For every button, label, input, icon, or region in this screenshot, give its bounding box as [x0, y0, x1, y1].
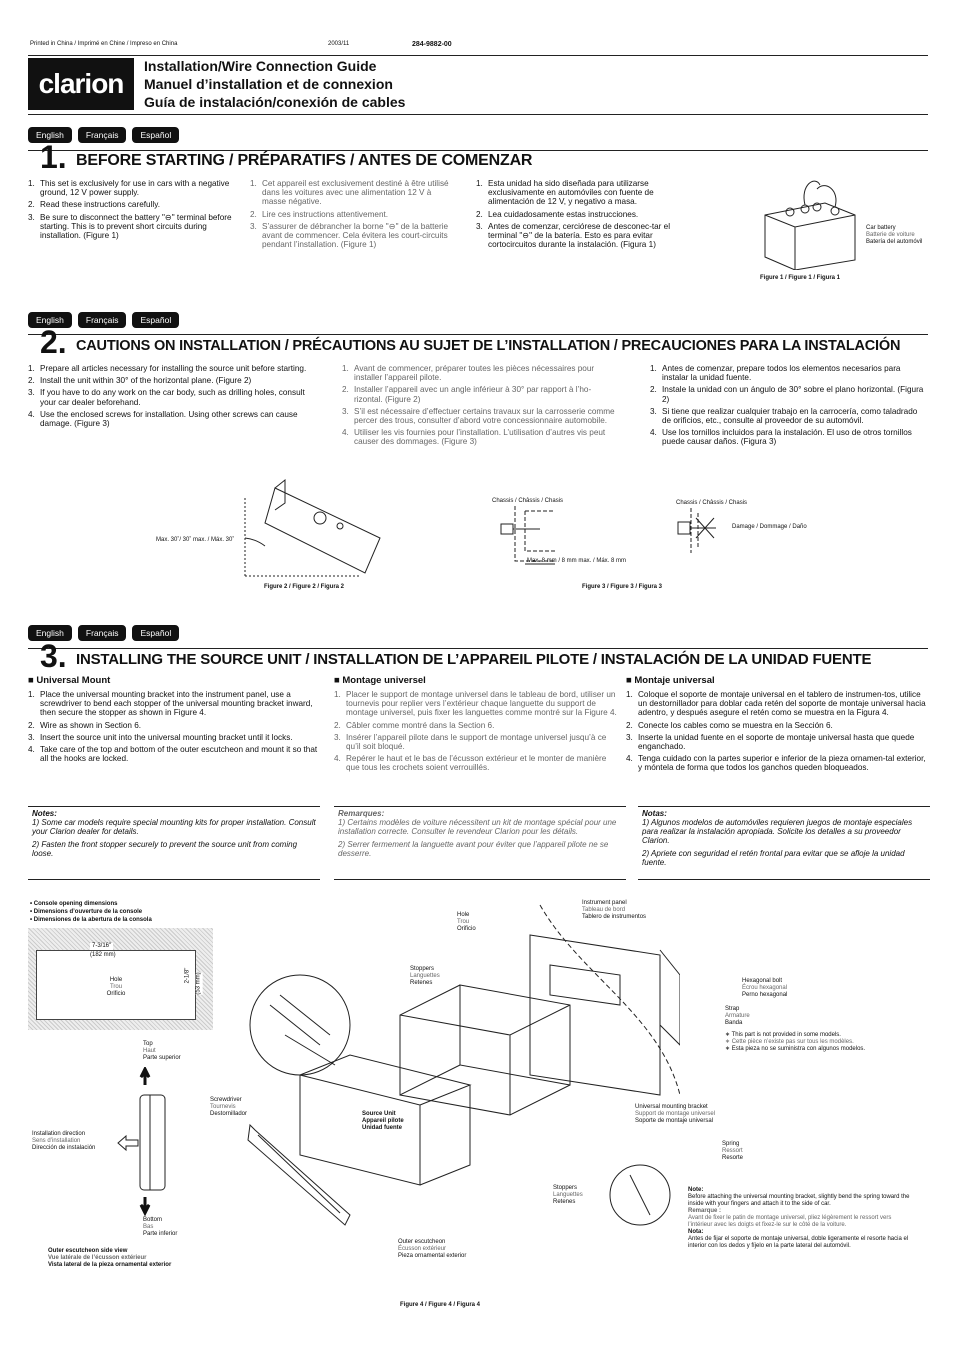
battery-illustration — [755, 175, 865, 270]
not-provided-note: ∗ This part is not provided in some models. ∗ Cette pièce n’existe pas sur tous les modèles. ∗ Esta pieza no se suministra con algunos modelos. — [725, 1032, 866, 1052]
list-item: 3. S’il est nécessaire d’effectuer certains travaux sur la carrosserie comme percer des trous, consulter d’abord votre concessionnaire automobile. — [342, 406, 615, 426]
lang-tag-french: Français — [78, 625, 127, 641]
list-item: 3. Insérer l’appareil pilote dans le support de montage universel jusqu’à ce qu’il soit bloqué. — [334, 732, 607, 752]
section-2-title: CAUTIONS ON INSTALLATION / PRÉCAUTIONS AU SUJET DE L’INSTALLATION / PRECAUCIONES PARA LA INSTALACIÓN — [76, 338, 901, 354]
strap-label: Strap Armature Banda — [725, 1006, 750, 1026]
console-opening-diagram — [28, 928, 213, 1030]
escutcheon-side-label: Outer escutcheon side view Vue latérale de l’écusson extérieur Vista lateral de la pieza ornamental exterior — [48, 1248, 172, 1268]
list-item: 1. Avant de commencer, préparer toutes les pièces nécessaires pour installer l’appareil pilote. — [342, 364, 595, 383]
list-item: 1. Coloque el soporte de montaje universal en el tablero de instrumen-tos, utilice un destornillador para doblar cada retén del soporte de montaje universal hacia adentro, y después asegure el retén como se muestra en la Figura 4. — [626, 690, 926, 718]
sec1-english-list — [28, 179, 233, 243]
figure-2-caption: Figure 2 / Figure 2 / Figura 2 — [264, 584, 345, 590]
notes-box-english: Notes: 1) Some car models require special mounting kits for proper installation. Consult your Clarion dealer for details. 2) Fasten the front stopper securely to prevent the source unit from coming loose. — [28, 806, 320, 880]
install-direction-label: Installation direction Sens d’installation Dirección de instalación — [32, 1131, 96, 1151]
lang-tag-spanish: Español — [132, 625, 179, 641]
sec1-spanish-list — [476, 179, 681, 252]
list-item: 3. Be sure to disconnect the battery "⊖" terminal before starting. This is to prevent short circuits during installation. (Figure 1) — [28, 212, 232, 241]
lang-tag-spanish: Español — [132, 127, 179, 143]
hole-label: Hole Trou Orificio — [457, 912, 476, 932]
section-1-number: 1. — [40, 139, 67, 175]
max-8mm-label: Max. 8 mm / 8 mm max. / Máx. 8 mm — [527, 558, 627, 564]
notes-box-spanish: Notas: 1) Algunos modelos de automóviles requieren juegos de montaje especiales para realizar la instalación apropiada. Solicite los detalles a su proveedor Clarion. 2) Apriete con seguridad el retén frontal para evitar que se afloje la unidad fuente. — [638, 806, 930, 880]
list-item: 3. If you have to do any work on the car body, such as drilling holes, consult your car dealer beforehand. — [28, 388, 305, 407]
lang-tag-english: English — [28, 312, 72, 328]
figure-3-caption: Figure 3 / Figure 3 / Figura 3 — [582, 584, 663, 590]
list-item: 1. This set is exclusively for use in cars with a negative ground, 12 V power supply. — [28, 179, 230, 198]
sec2-spanish-list — [650, 364, 928, 450]
bracket-label: Universal mounting bracket Support de montage universel Soporte de montaje universal — [635, 1104, 716, 1124]
figure-2-unit-angle — [240, 478, 390, 578]
stoppers-label-bottom: Stoppers Languettes Retenes — [553, 1185, 583, 1205]
list-item: 1. Place the universal mounting bracket into the instrument panel, use a screwdriver to bend each stopper of the universal mounting bracket inward, then secure the stopper as shown in Figure 4. — [28, 690, 313, 718]
section-1-rule — [28, 150, 928, 151]
battery-label-fr: Batterie de voiture — [866, 232, 915, 238]
battery-label-en: Car battery — [866, 225, 896, 231]
list-item: 2. Install the unit within 30° of the horizontal plane. (Figure 2) — [28, 376, 252, 386]
list-item: 2. Câbler comme montré dans la Section 6. — [334, 720, 495, 730]
list-item: 2. Wire as shown in Section 6. — [28, 720, 142, 730]
clarion-logo: clarion — [28, 58, 134, 110]
list-item: 4. Tenga cuidado con la partes superior e inferior de la pieza ornamen-tal exterior, y móntela de forma que todos los ganchos queden bloqueados. — [626, 754, 926, 773]
sec3-french-list — [334, 690, 622, 776]
subhead-universal-mount: ■ Universal Mount — [28, 675, 111, 686]
height-inch: 2-1/8" — [184, 967, 191, 984]
list-item: 2. Lire ces instructions attentivement. — [250, 209, 389, 219]
stoppers-label-top: Stoppers Languettes Retenes — [410, 966, 440, 986]
list-item: 4. Utiliser les vis fournies pour l’installation. L’utilisation d’autres vis peut causer des dommages. (Figure 3) — [342, 428, 606, 447]
title-french: Manuel d’installation et de connexion — [144, 76, 393, 92]
chassis-label-1: Chassis / Châssis / Chasis — [492, 498, 564, 504]
sec1-french-list — [250, 179, 455, 252]
width-mm: (182 mm) — [90, 952, 116, 958]
list-item: 4. Take care of the top and bottom of the outer escutcheon and mount it so that all the hooks are locked. — [28, 745, 318, 764]
lang-tag-english: English — [28, 625, 72, 641]
list-item: 4. Repérer le haut et le bas de l’écusson extérieur et le monter de manière que tous les crochets soient verrouillés. — [334, 754, 607, 773]
sec2-english-list — [28, 364, 308, 431]
figure-1-caption: Figure 1 / Figure 1 / Figura 1 — [760, 275, 841, 281]
list-item: 3. Antes de comenzar, cerciórese de desconec-tar el terminal "⊖" de la batería. Esto es para evitar cortocircuitos durante la instalación. (Figura 1) — [476, 221, 671, 250]
source-unit-label: Source Unit Appareil pilote Unidad fuente — [362, 1111, 404, 1131]
sec3-spanish-list — [626, 690, 928, 776]
screwdriver-label: Screwdriver Tournevis Destornillador — [210, 1097, 248, 1117]
subhead-montage-universel: ■ Montage universel — [334, 675, 426, 686]
battery-label-es: Batería del automóvil — [866, 239, 923, 245]
spring-label: Spring Ressort Resorte — [722, 1141, 744, 1161]
list-item: 2. Read these instructions carefully. — [28, 200, 160, 210]
section-2-rule — [28, 334, 928, 335]
outer-escutcheon-label: Outer escutcheon Écusson extérieur Pieza ornamental exterior — [398, 1239, 467, 1259]
console-hole: Hole Trou Orificio — [36, 950, 196, 1020]
top-label: Top Haut Parte superior — [143, 1041, 181, 1061]
list-item: 1. Cet appareil est exclusivement destiné à être utilisé dans les voitures avec une alimentation 12 V à masse négative. — [250, 179, 449, 207]
width-inch: 7-3/16" — [92, 943, 112, 949]
section-2-number: 2. — [40, 324, 67, 360]
spring-note: Note: Before attaching the universal mounting bracket, slightly bend the spring toward the inside with your fingers and attach it to the side of car. Remarque : Avant de fixer le patin de montage universel, pliez légèrement le ressort vers l’intérieur avec les doigts et fixez-le sur le côté de la voiture. Nota: Antes de fijar el soporte de montaje universal, doble ligeramente el resorte hacia el interior con los dedos y fíjelo en la parte lateral del automóvil. — [688, 1187, 910, 1249]
printed-note: Printed in China / Imprimé en Chine / Impreso en China — [30, 41, 178, 47]
list-item: 4. Use los tornillos incluidos para la instalación. El uso de otros tornillos puede causar daños. (Figura 3) — [650, 428, 912, 447]
list-item: 2. Installer l’appareil avec un angle inférieur à 30° par rapport à l’ho-rizontal. (Figure 2) — [342, 385, 592, 404]
list-item: 1. Antes de comenzar, prepare todos los elementos necesarios para instalar la unidad fuente. — [650, 364, 901, 383]
lang-tag-spanish: Español — [132, 312, 179, 328]
part-code: 284-9882-00 — [412, 41, 452, 48]
chassis-label-2: Chassis / Châssis / Chasis — [676, 500, 748, 506]
figure-4-caption: Figure 4 / Figure 4 / Figura 4 — [400, 1302, 481, 1308]
damage-label: Damage / Dommage / Daño — [732, 524, 807, 530]
hex-bolt-label: Hexagonal bolt Écrou hexagonal Perno hexagonal — [742, 978, 788, 998]
lang-tag-french: Français — [78, 312, 127, 328]
console-dim-en: • Console opening dimensions — [30, 901, 118, 907]
figure-3-damage — [676, 508, 736, 558]
list-item: 2. Conecte los cables como se muestra en la Sección 6. — [626, 720, 833, 730]
list-item: 2. Instale la unidad con un ángulo de 30° sobre el plano horizontal. (Figura 2) — [650, 385, 924, 404]
list-item: 1. Esta unidad ha sido diseñada para utilizarse exclusivamente en automóviles con fuente de alimentación de 12 V, y negativo a masa. — [476, 179, 654, 207]
section-3-number: 3. — [40, 638, 67, 674]
section-1-title: BEFORE STARTING / PRÉPARATIFS / ANTES DE COMENZAR — [76, 152, 533, 169]
sec2-french-list — [342, 364, 617, 450]
installation-exploded-diagram — [240, 895, 680, 1265]
print-date: 2003/11 — [328, 41, 350, 47]
height-mm: (53 mm) — [195, 972, 202, 995]
bottom-label: Bottom Bas Parte inferior — [143, 1217, 178, 1237]
list-item: 1. Placer le support de montage universel dans le tableau de bord, utiliser un tournevis pour replier vers l’extérieur chaque languette du support de montage universel, puis fixer les languettes comme montré sur la Figure 4. — [334, 690, 617, 718]
sec3-english-list — [28, 690, 320, 766]
section-3-title: INSTALLING THE SOURCE UNIT / INSTALLATION DE L’APPAREIL PILOTE / INSTALACIÓN DE LA UNIDAD FUENTE — [76, 651, 872, 668]
list-item: 3. Si tiene que realizar cualquier trabajo en la carrocería, como taladrado de orificios, etc., consulte al proveedor de su automóvil. — [650, 406, 918, 426]
console-dim-es: • Dimensiones de la abertura de la consola — [30, 917, 152, 923]
list-item: 3. Inserte la unidad fuente en el soporte de montaje universal hasta que quede enganchado. — [626, 732, 915, 752]
list-item: 1. Prepare all articles necessary for installing the source unit before starting. — [28, 364, 307, 373]
section-3-rule — [28, 648, 928, 649]
list-item: 3. Insert the source unit into the universal mounting bracket until it locks. — [28, 732, 293, 742]
max-angle-label: Max. 30˚/ 30˚ max. / Máx. 30˚ — [156, 537, 235, 543]
lang-tag-french: Français — [78, 127, 127, 143]
instrument-panel-label: Instrument panel Tableau de bord Tablero de instrumentos — [582, 900, 647, 920]
console-dim-fr: • Dimensions d’ouverture de la console — [30, 909, 143, 915]
list-item: 3. S’assurer de débrancher la borne "⊖" de la batterie avant de commencer. Cela évitera les court-circuits pendant l’installation. (Figure 1) — [250, 221, 449, 250]
list-item: 2. Lea cuidadosamente estas instrucciones. — [476, 209, 639, 219]
title-spanish: Guía de instalación/conexión de cables — [144, 94, 406, 110]
notes-box-french: Remarques: 1) Certains modèles de voiture nécessitent un kit de montage spécial pour une installation correcte. Consulter le revendeur Clarion pour les détails. 2) Serrer fermement la languette avant pour éviter que l’appareil pilote ne se desserre. — [334, 806, 626, 880]
direction-arrow-icon — [116, 1134, 140, 1152]
lang-tag-english: English — [28, 127, 72, 143]
title-english: Installation/Wire Connection Guide — [144, 58, 377, 74]
list-item: 4. Use the enclosed screws for installation. Using other screws can cause damage. (Figure 3) — [28, 409, 298, 429]
subhead-montaje-universal: ■ Montaje universal — [626, 675, 715, 686]
